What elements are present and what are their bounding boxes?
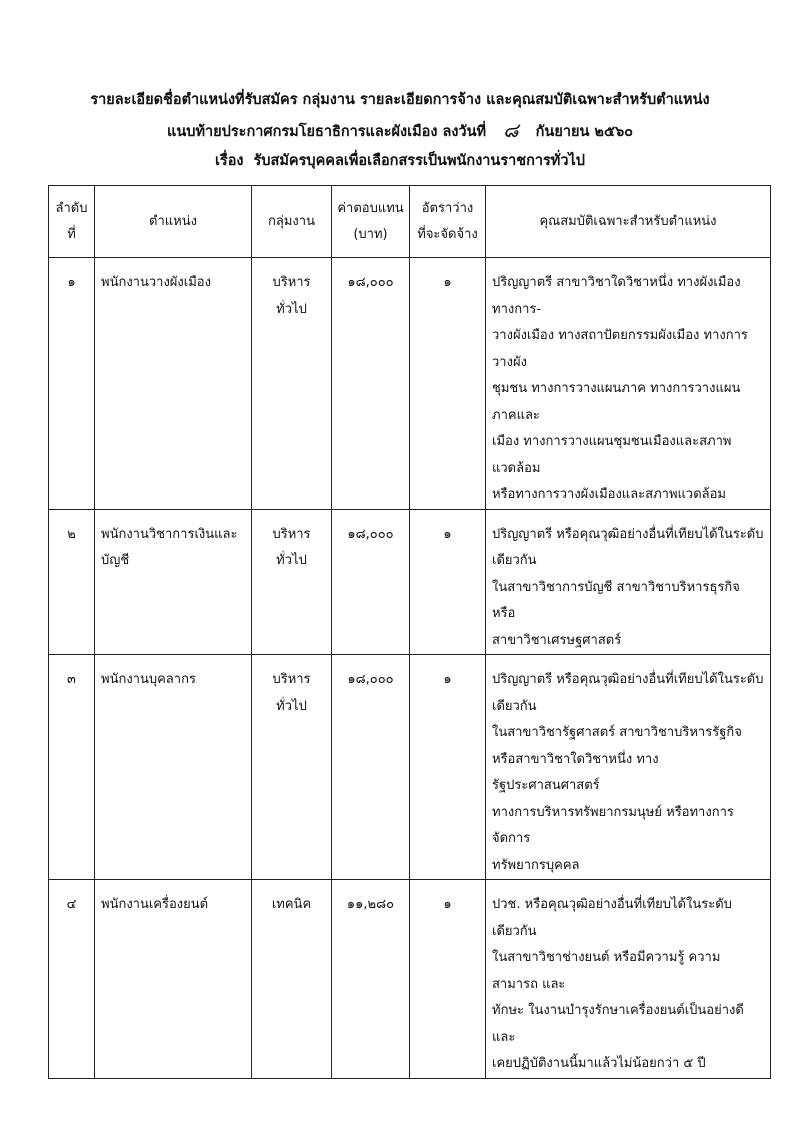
header-qualification: คุณสมบัติเฉพาะสำหรับตำแหน่ง	[486, 186, 771, 258]
qualification-line: ปริญญาตรี หรือคุณวุฒิอย่างอื่นที่เทียบได้ในระดับเดียวกัน	[492, 526, 764, 568]
qualification-line: วางผังเมือง ทางสถาปัตยกรรมผังเมือง ทางการวางผัง	[492, 328, 748, 370]
header-group: กลุ่มงาน	[252, 186, 332, 258]
table-row	[49, 258, 771, 510]
header-position: ตำแหน่ง	[95, 186, 252, 258]
header-pay: ค่าตอบแทน (บาท)	[332, 186, 410, 258]
row-pay: ๑๑,๒๘๐	[332, 880, 410, 1079]
row-pay: ๑๘,๐๐๐	[332, 509, 410, 655]
row-qty: ๑	[410, 509, 486, 655]
qualification-line: ปวช. หรือคุณวุฒิอย่างอื่นที่เทียบได้ในระดับเดียวกัน	[492, 897, 732, 939]
qualification-line: หรือสาขาวิชาใดวิชาหนึ่ง ทางรัฐประศาสนศาสตร์	[492, 751, 659, 793]
row-qualification	[486, 655, 771, 880]
row-position: พนักงานเครื่องยนต์	[95, 880, 252, 1079]
row-group: บริหารทั่วไป	[252, 258, 332, 510]
qualification-line: เมือง ทางการวางแผนชุมชนเมืองและสภาพแวดล้อม	[492, 434, 732, 476]
row-number: ๒	[49, 509, 95, 655]
row-number: ๓	[49, 655, 95, 880]
qualification-line: เคยปฏิบัติงานนี้มาแล้วไม่น้อยกว่า ๕ ปี	[492, 1056, 706, 1071]
row-position: พนักงานวางผังเมือง	[95, 258, 252, 510]
subject-text: รับสมัครบุคคลเพื่อเลือกสรรเป็นพนักงานราชการทั่วไป	[253, 153, 586, 169]
row-pay: ๑๘,๐๐๐	[332, 655, 410, 880]
document-header	[0, 86, 800, 176]
row-group: บริหารทั่วไป	[252, 509, 332, 655]
row-qty: ๑	[410, 258, 486, 510]
row-qty: ๑	[410, 655, 486, 880]
row-position: พนักงานบุคลากร	[95, 655, 252, 880]
announcement-reference: แนบท้ายประกาศกรมโยธาธิการและผังเมือง ลงวันที่	[167, 124, 487, 140]
qualification-line: ในสาขาวิชาช่างยนต์ หรือมีความรู้ ความสามารถ และ	[492, 950, 721, 992]
qualification-line: ในสาขาวิชารัฐศาสตร์ สาขาวิชาบริหารรัฐกิจ	[492, 725, 742, 740]
row-qualification	[486, 880, 771, 1079]
header-attachment-line	[0, 115, 800, 147]
qualification-line: ทักษะ ในงานบำรุงรักษาเครื่องยนต์เป็นอย่างดี และ	[492, 1003, 744, 1045]
qualification-line: ปริญญาตรี หรือคุณวุฒิอย่างอื่นที่เทียบได้ในระดับเดียวกัน	[492, 672, 764, 714]
row-qty: ๑	[410, 880, 486, 1079]
row-group: เทคนิค	[252, 880, 332, 1079]
table-row	[49, 655, 771, 880]
qualification-line: สาขาวิชาเศรษฐศาสตร์	[492, 632, 622, 648]
row-group: บริหารทั่วไป	[252, 655, 332, 880]
subject-label: เรื่อง	[214, 153, 244, 169]
row-number: ๔	[49, 880, 95, 1079]
header-no: ลำดับ ที่	[49, 186, 95, 258]
qualification-line: ทรัพยากรบุคคล	[492, 857, 580, 873]
row-qualification	[486, 509, 771, 655]
qualification-line: ปริญญาตรี สาขาวิชาใดวิชาหนึ่ง ทางผังเมือง ทางการ-	[492, 275, 741, 317]
announcement-month-year: กันยายน ๒๕๖๐	[535, 124, 633, 140]
position-spec-table	[48, 185, 771, 1079]
header-title-line: รายละเอียดชื่อตำแหน่งที่รับสมัคร กลุ่มงาน รายละเอียดการจ้าง และคุณสมบัติเฉพาะสำหรับตำแหน่ง	[90, 92, 710, 108]
qualification-line: ในสาขาวิชาการบัญชี สาขาวิชาบริหารธุรกิจ หรือ	[492, 579, 740, 621]
header-qty: อัตราว่าง ที่จะจัดจ้าง	[410, 186, 486, 258]
row-pay: ๑๘,๐๐๐	[332, 258, 410, 510]
header-subject-line	[0, 147, 800, 176]
table-row	[49, 880, 771, 1079]
row-qualification	[486, 258, 771, 510]
table-header-row	[49, 186, 771, 258]
row-position: พนักงานวิชาการเงินและบัญชี	[95, 509, 252, 655]
handwritten-day: ๘	[503, 118, 519, 142]
qualification-line: ชุมชน ทางการวางแผนภาค ทางการวางแผนภาคและ	[492, 381, 741, 423]
qualification-line: หรือทางการวางผังเมืองและสภาพแวดล้อม	[492, 487, 726, 502]
row-number: ๑	[49, 258, 95, 510]
table-row	[49, 509, 771, 655]
qualification-line: ทางการบริหารทรัพยากรมนุษย์ หรือทางการจัดการ	[492, 804, 734, 846]
